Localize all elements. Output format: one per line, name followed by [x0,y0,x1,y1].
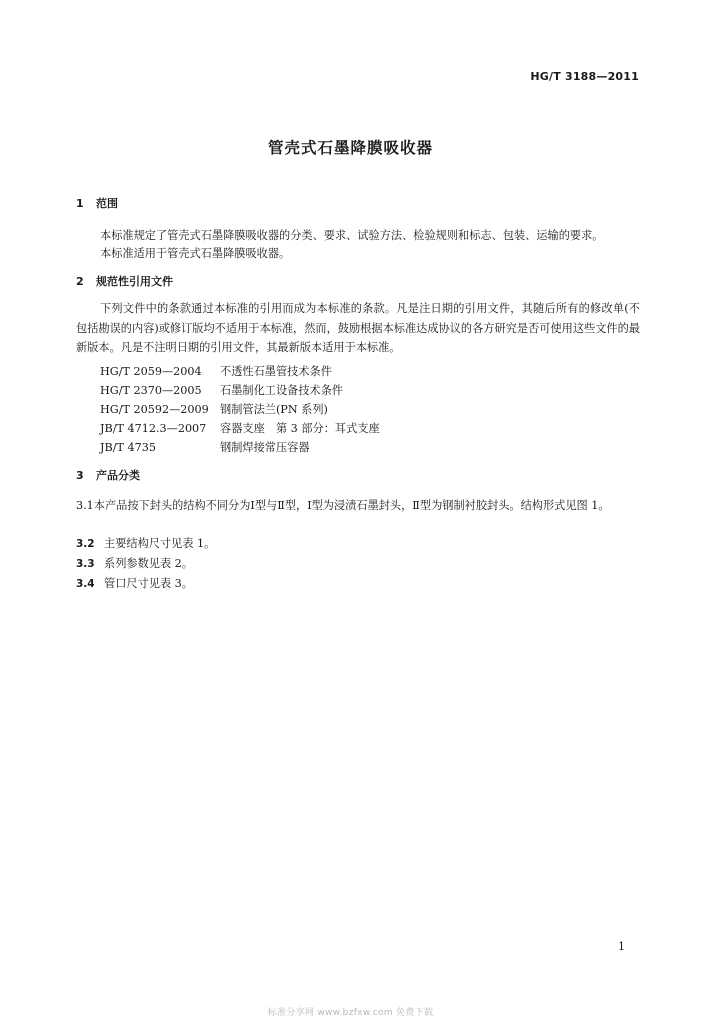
section-number: 3 [76,469,84,482]
section-1-paragraph-1: 本标准规定了管壳式石墨降膜吸收器的分类、要求、试验方法、检验规则和标志、包装、运输的要求。 [100,229,604,242]
section-number: 1 [76,197,84,210]
reference-code: HG/T 20592—2009 [100,403,209,416]
section-1-heading [76,195,118,211]
section-number: 2 [76,275,84,288]
reference-code: HG/T 2370—2005 [100,384,202,397]
section-2-heading [76,273,173,289]
reference-item [100,439,310,455]
section-2-intro: 下列文件中的条款通过本标准的引用而成为本标准的条款。凡是注日期的引用文件，其随后所有的修改单(不包括勘误的内容)或修订版均不适用于本标准，然而，鼓励根据本标准达成协议的各方研究是否可使用这些文件的最新版本。凡是不注明日期的引用文件，其最新版本适用于本标准。 [76,302,640,354]
standard-number: HG/T 3188—2011 [530,70,639,83]
clause-number: 3.2 [76,538,95,550]
watermark: 标准分享网 www.bzfxw.com 免费下载 [267,1008,434,1018]
reference-name: 不透性石墨管技术条件 [220,365,332,378]
reference-item [100,363,332,379]
clause-text: 本产品按下封头的结构不同分为Ⅰ型与Ⅱ型，Ⅰ型为浸渍石墨封头，Ⅱ型为钢制衬胶封头。结构形式见图 1。 [93,499,610,512]
clause-3-4 [76,575,193,591]
clause-3-3 [76,555,193,571]
page-number: 1 [618,940,625,953]
clause-number: 3.4 [76,578,95,590]
reference-code: JB/T 4712.3—2007 [100,422,207,435]
reference-item [100,420,380,436]
reference-name: 钢制焊接常压容器 [220,441,310,454]
clause-number: 3.1 [76,499,94,512]
reference-code: JB/T 4735 [100,441,156,454]
reference-item [100,382,343,398]
section-title: 产品分类 [96,469,140,482]
section-3-heading [76,467,140,483]
reference-code: HG/T 2059—2004 [100,365,202,378]
reference-name: 石墨制化工设备技术条件 [220,384,344,397]
reference-item [100,401,328,417]
clause-3-2 [76,535,215,551]
section-title: 规范性引用文件 [96,275,173,288]
section-title: 范围 [96,197,118,210]
clause-number: 3.3 [76,558,95,570]
reference-name: 容器支座 第 3 部分：耳式支座 [220,422,380,435]
clause-text: 系列参数见表 2。 [104,557,193,570]
clause-text: 主要结构尺寸见表 1。 [104,537,216,550]
clause-3-1 [76,496,640,516]
clause-text: 管口尺寸见表 3。 [104,577,193,590]
reference-name: 钢制管法兰(PN 系列) [220,403,328,416]
section-1-paragraph-2: 本标准适用于管壳式石墨降膜吸收器。 [100,247,291,260]
document-title: 管壳式石墨降膜吸收器 [267,139,433,157]
